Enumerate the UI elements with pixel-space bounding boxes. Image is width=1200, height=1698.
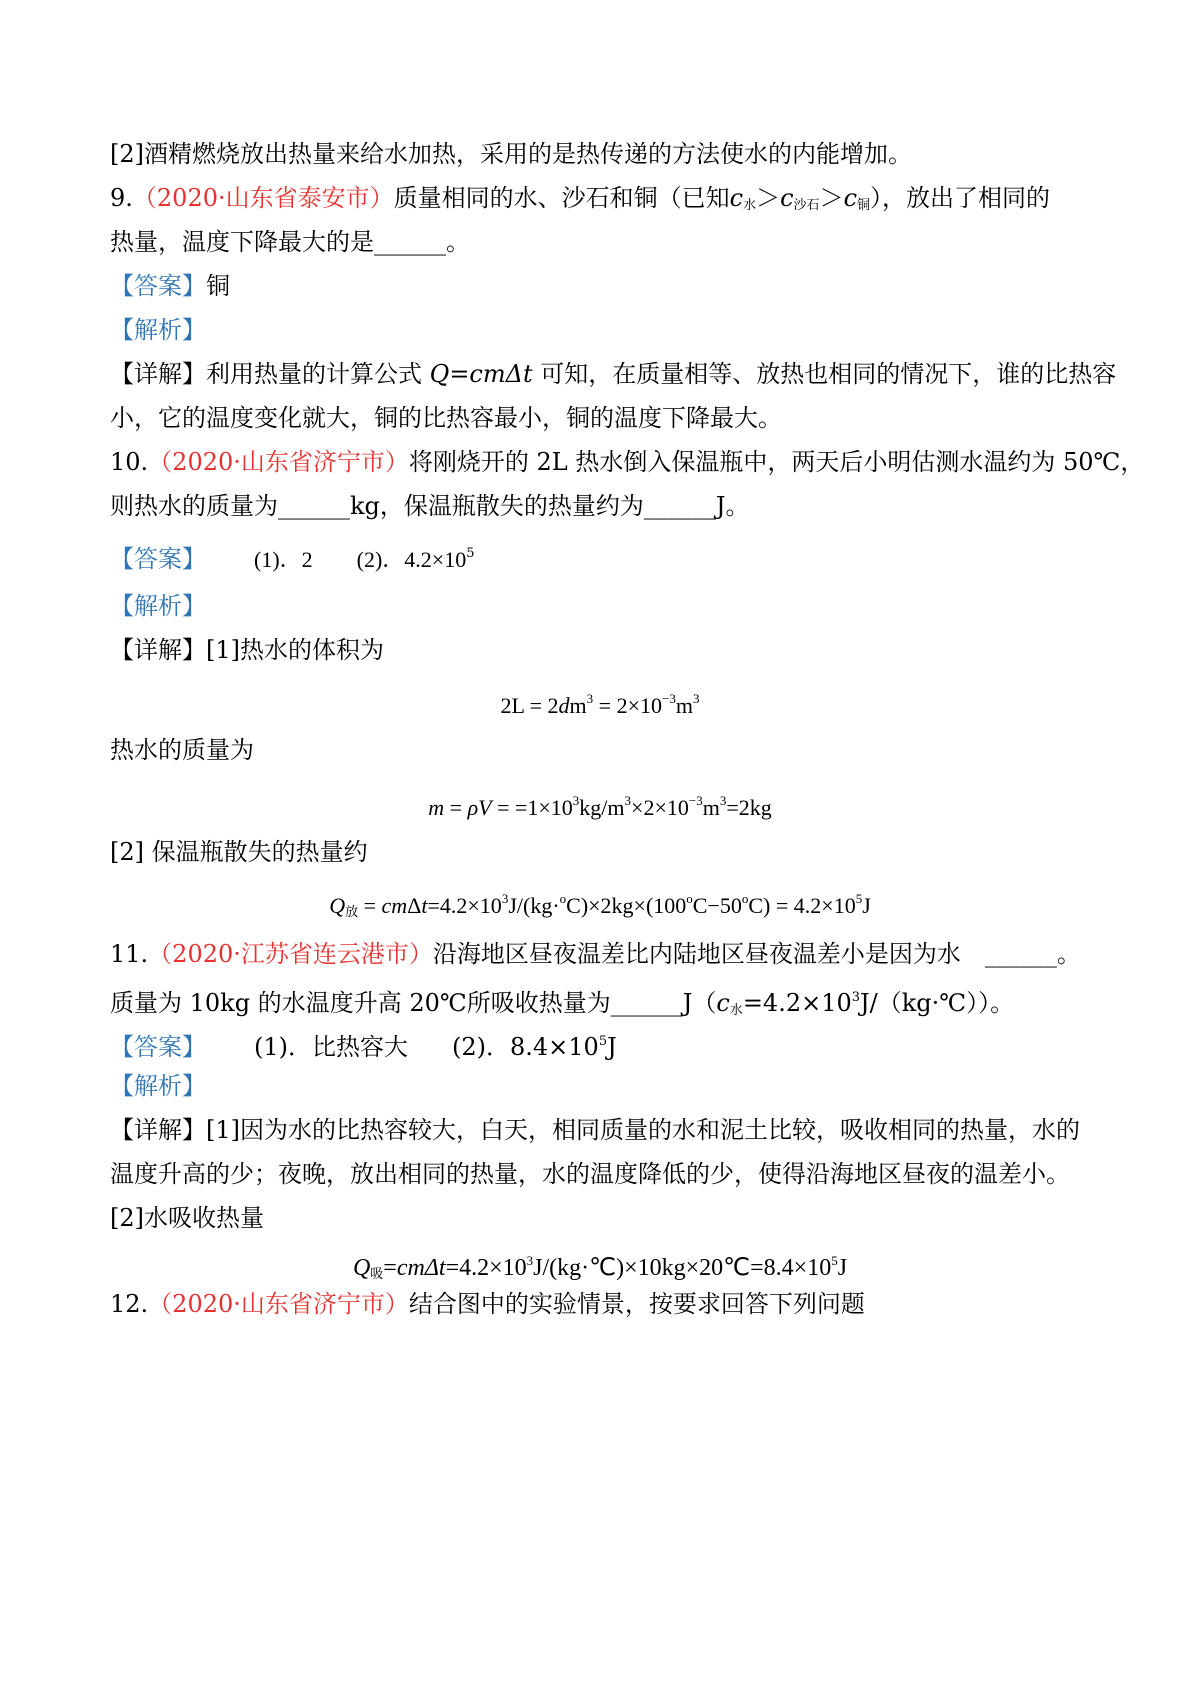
q10-detail-2: [2] 保温瓶散失的热量约 [110,838,368,866]
f3-t: t [421,893,428,918]
q9-c1: c [729,184,744,212]
q9-analysis [110,314,1110,346]
q10-answer-2: (2)．4.2×10 [356,547,467,572]
q11-text: 沿海地区昼夜温差比内陆地区昼夜温差小是因为水 ______。 [432,940,1081,968]
q8-tail-text: [2]酒精燃烧放出热量来给水加热，采用的是热传递的方法使水的内能增加。 [110,140,912,168]
q11-number: 11. [110,940,149,968]
f2-part-a: = =1×10 [491,795,573,820]
q11-detail-1: [1]因为水的比热容较大，白天，相同质量的水和泥土比较，吸收相同的热量，水的 [206,1116,1080,1144]
q9-sub2: 沙石 [793,198,820,213]
q10-mass-text: 热水的质量为 [110,736,254,764]
f1-part-c: = 2×10 [593,693,662,718]
q11-c: c [716,989,730,1017]
q11-detail-2: [2]水吸收热量 [110,1204,264,1232]
f2-eq: = [444,795,468,820]
q12-number: 12. [110,1290,149,1318]
q10-answer-2-exp: 5 [466,546,475,561]
f4-part-d: J [837,1255,848,1281]
f3-exp5: 5 [855,891,863,906]
f4-exp2: 5 [831,1253,838,1268]
f4-sub: 吸 [370,1266,384,1281]
q9-detail-label: 【详解】 [110,360,206,388]
q10-analysis-label: 【解析】 [110,592,206,620]
f2-m: m [428,795,445,820]
q10-source: （2020·山东省济宁市） [148,448,409,476]
f2-exp3: −3 [688,793,703,808]
q10-analysis [110,590,1110,622]
f3-exp3: o [686,891,693,906]
q9-detail-line2-text: 小，它的温度变化就大，铜的比热容最小，铜的温度下降最大。 [110,404,782,432]
q11-line2-c: J/（kg·℃））。 [860,989,1015,1017]
q11-answer [110,1026,1110,1063]
q11-detail-line1 [110,1114,1110,1146]
f3-exp1: 3 [501,891,509,906]
q9-detail-b: 可知，在质量相等、放热也相同的情况下，谁的比热容 [540,360,1117,388]
q10-text: 将刚烧开的 2L 热水倒入保温瓶中，两天后小明估测水温约为 50℃， [408,448,1145,476]
q12-source: （2020·山东省济宁市） [148,1290,409,1318]
q10-heat-formula [0,884,1200,927]
q10-line2: 则热水的质量为______kg，保温瓶散失的热量约为______J。 [110,492,750,520]
q9-text-a: 质量相同的水、沙石和铜（已知 [393,184,730,212]
f4-Q: Q [352,1255,371,1281]
q11-analysis-label: 【解析】 [110,1072,206,1100]
q9-sub3: 铜 [857,198,871,213]
q11-line2-b: =4.2×10 [742,989,852,1017]
q11-answer-label: 【答案】 [110,1033,206,1061]
q9-number: 9. [110,184,133,212]
q10-detail-line1 [110,634,1110,666]
q11-question-line2 [110,982,1110,1027]
q9-gt1: ＞ [756,184,781,212]
q9-detail-line2 [110,402,1110,434]
f3-part-g: J [862,893,871,918]
q10-answer [110,538,1110,576]
q10-mass-formula [0,786,1200,823]
q11-detail-1b: 温度升高的少；夜晚，放出相同的热量，水的温度降低的少，使得沿海地区昼夜的温差小。 [110,1160,1070,1188]
q11-answer-2: (2)．8.4×10 [452,1033,599,1061]
q10-number: 10. [110,448,149,476]
f4-part-c: J/(kg·℃)×10kg×20℃=8.4×10 [533,1255,832,1281]
q11-heat-formula [0,1246,1200,1289]
q9-detail-a: 利用热量的计算公式 [206,360,422,388]
f3-part-e: C−50 [692,893,742,918]
f1-part-b: m [569,693,587,718]
q12-text: 结合图中的实验情景，按要求回答下列问题 [408,1290,865,1318]
q9-text-b: ），放出了相同的 [870,184,1051,212]
f4-part-b: =4.2×10 [445,1255,527,1281]
q11-detail-line3 [110,1202,1110,1234]
q9-analysis-label: 【解析】 [110,316,206,344]
f2-exp1: 3 [572,793,580,808]
q10-volume-formula [0,684,1200,721]
f3-sub: 放 [345,904,359,919]
q9-answer-label: 【答案】 [110,272,206,300]
q9-gt2: ＞ [819,184,844,212]
f1-exp2: −3 [662,691,676,706]
q9-answer-value: 铜 [206,272,230,300]
f2-rho: ρV [467,795,492,820]
f1-exp1: 3 [586,691,594,706]
f1-part-a: 2L = 2 [500,693,559,718]
q11-answer-1: (1)．比热容大 [254,1033,408,1061]
q9-c2: c [780,184,794,212]
q11-exp: 3 [851,990,861,1005]
q9-detail-line1 [110,358,1117,390]
q9-line2: 热量，温度下降最大的是______。 [110,228,470,256]
f3-delta: Δ [407,893,422,918]
q10-question-line1 [110,446,1145,478]
q11-answer-2-unit: J [607,1033,617,1061]
f2-exp4: 3 [719,793,727,808]
q11-sub: 水 [729,1003,743,1018]
f3-Q: Q [329,893,346,918]
f3-part-f: C) = 4.2×10 [748,893,856,918]
q10-detail-1: [1]热水的体积为 [206,636,384,664]
q11-answer-2-exp: 5 [598,1034,608,1049]
q11-question-line1 [110,938,1110,970]
q10-question-line2 [110,490,1110,522]
q10-answer-label: 【答案】 [110,545,206,573]
f2-part-c: ×2×10 [631,795,689,820]
q9-question-line2 [110,226,1110,258]
q11-line2-a: 质量为 10kg 的水温度升高 20℃所吸收热量为______J（ [110,989,717,1017]
f4-exp1: 3 [526,1253,534,1268]
q9-sub1: 水 [743,198,757,213]
f2-exp2: 3 [624,793,632,808]
q12-question-line1 [110,1288,1110,1320]
f3-exp2: o [559,891,567,906]
q11-source: （2020·江苏省连云港市） [148,940,433,968]
q10-mass-label-line [110,734,1110,766]
q8-analysis-tail [110,138,1110,170]
f3-cm: cm [381,893,408,918]
f2-part-b: kg/m [579,795,625,820]
q10-detail-label: 【详解】 [110,636,206,664]
q11-detail-line2 [110,1158,1110,1190]
f4-cmt: cmΔt [396,1255,446,1281]
f3-exp4: o [741,891,749,906]
f3-part-a: = [358,893,382,918]
f2-part-e: =2kg [726,795,772,820]
f4-part-a: = [383,1255,397,1281]
q11-detail-label: 【详解】 [110,1116,206,1144]
f1-exp3: 3 [692,691,700,706]
q9-source: （2020·山东省泰安市） [132,184,394,212]
q9-answer [110,270,1110,302]
f3-part-d: C)×2kg×(100 [566,893,687,918]
q9-detail-formula: Q=cmΔt [429,360,533,388]
f1-d: d [558,693,570,718]
q10-detail-line2 [110,836,1110,868]
q10-answer-1: (1)．2 [254,547,313,572]
q9-question-line1 [110,182,1110,222]
q9-c3: c [843,184,858,212]
f2-part-d: m [702,795,720,820]
q11-analysis [110,1070,1110,1102]
f3-part-c: J/(kg· [508,893,560,918]
f1-m: m [675,693,693,718]
f3-part-b: =4.2×10 [427,893,502,918]
